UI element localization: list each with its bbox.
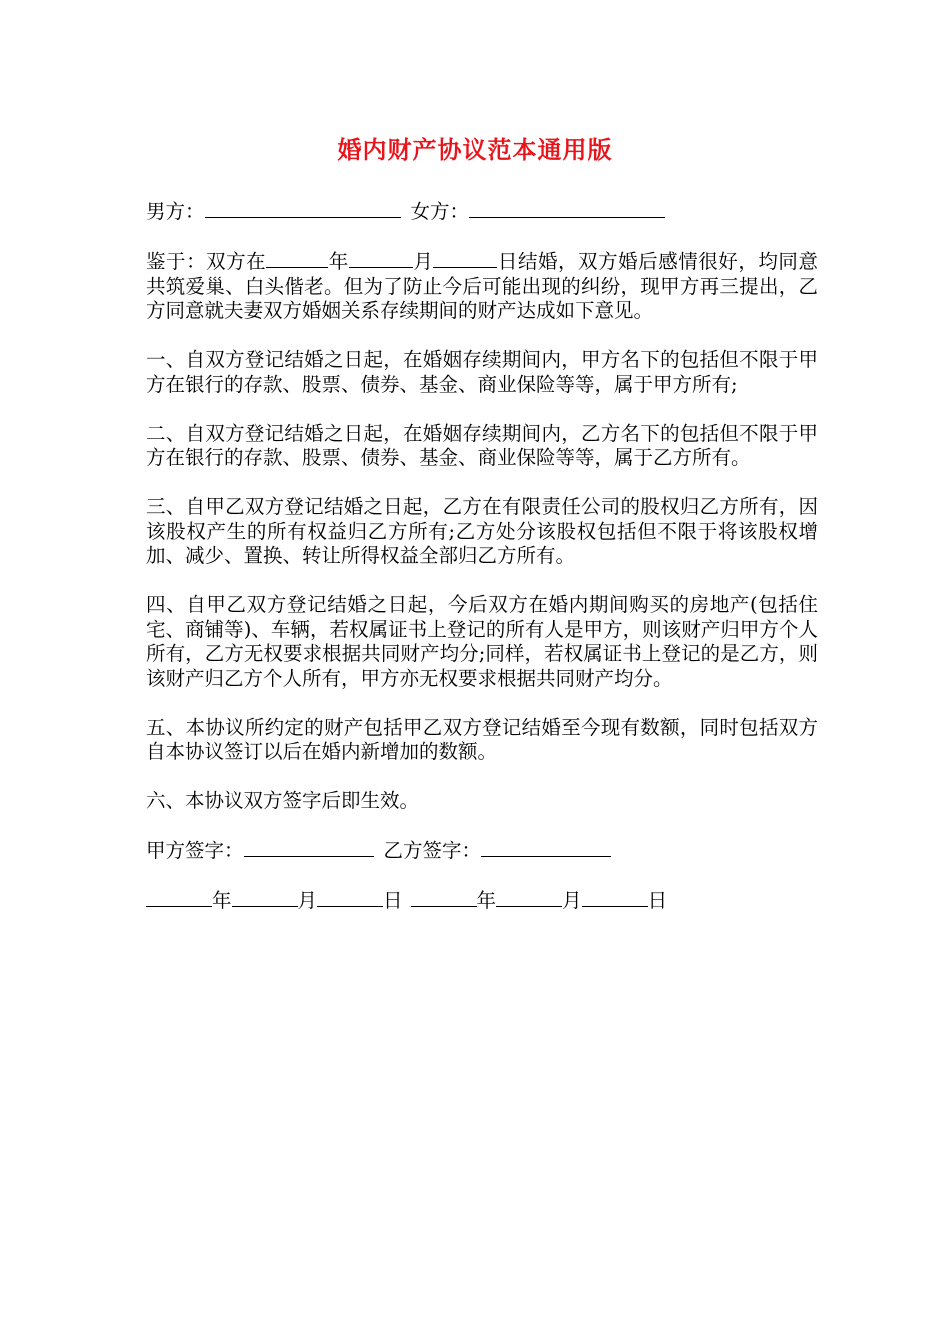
party-a-year-label: 年	[212, 889, 232, 912]
preamble-rest: 日结婚，双方婚后感情很好，均同意共筑爱巢、白头偕老。但为了防止今后可能出现的纠纷，现甲方再三提出，乙方同意就夫妻双方婚姻关系存续期间的财产达成如下意见。	[146, 250, 818, 322]
party-a-day-label: 日	[383, 889, 403, 912]
party-b-month-label: 月	[562, 889, 582, 912]
party-b-day-label: 日	[647, 889, 668, 912]
party-b-day-blank	[582, 888, 648, 907]
male-label: 男方：	[146, 200, 205, 223]
clause-3: 三、自甲乙双方登记结婚之日起，乙方在有限责任公司的股权归乙方所有，因该股权产生的所有权益归乙方所有;乙方处分该股权包括但不限于将该股权增加、减少、置换、转让所得权益全部归乙方所有。	[146, 495, 818, 567]
clause-1: 一、自双方登记结婚之日起，在婚姻存续期间内，甲方名下的包括但不限于甲方在银行的存款、股票、债券、基金、商业保险等等，属于甲方所有;	[146, 348, 818, 396]
parties-line	[146, 199, 818, 225]
preamble-month-label: 月	[412, 250, 434, 273]
clause-6: 六、本协议双方签字后即生效。	[146, 789, 420, 812]
document-body	[146, 199, 818, 938]
female-label: 女方：	[410, 200, 470, 223]
clause-5: 五、本协议所约定的财产包括甲乙双方登记结婚至今现有数额，同时包括双方自本协议签订以后在婚内新增加的数额。	[146, 715, 818, 763]
date-line	[146, 888, 818, 914]
document-title: 婚内财产协议范本通用版	[337, 135, 613, 164]
marriage-day-blank	[433, 249, 497, 268]
party-a-day-blank	[317, 888, 383, 907]
party-b-signature-blank	[481, 838, 611, 857]
marriage-month-blank	[349, 249, 413, 268]
male-name-blank	[205, 199, 401, 218]
party-b-year-label: 年	[476, 889, 497, 912]
party-b-signature-label: 乙方签字：	[383, 839, 482, 862]
party-a-month-blank	[232, 888, 298, 907]
preamble-prefix: 鉴于：双方在	[146, 250, 267, 273]
party-a-signature-label: 甲方签字：	[146, 839, 244, 862]
female-name-blank	[469, 199, 665, 218]
clause-4: 四、自甲乙双方登记结婚之日起，今后双方在婚内期间购买的房地产(包括住宅、商铺等)、车辆，若权属证书上登记的所有人是甲方，则该财产归甲方个人所有，乙方无权要求根据共同财产均分;同样，若权属证书上登记的是乙方，则该财产归乙方个人所有，甲方亦无权要求根据共同财产均分。	[146, 593, 818, 690]
party-b-month-blank	[496, 888, 562, 907]
party-a-month-label: 月	[297, 889, 318, 912]
clause-2: 二、自双方登记结婚之日起，在婚姻存续期间内，乙方名下的包括但不限于甲方在银行的存款、股票、债券、基金、商业保险等等，属于乙方所有。	[146, 421, 818, 469]
signature-line	[146, 838, 818, 864]
party-a-signature-blank	[244, 838, 374, 857]
party-a-year-blank	[146, 888, 212, 907]
preamble-paragraph	[146, 249, 818, 324]
marriage-year-blank	[266, 249, 328, 268]
preamble-year-label: 年	[328, 250, 349, 273]
party-b-year-blank	[411, 888, 477, 907]
